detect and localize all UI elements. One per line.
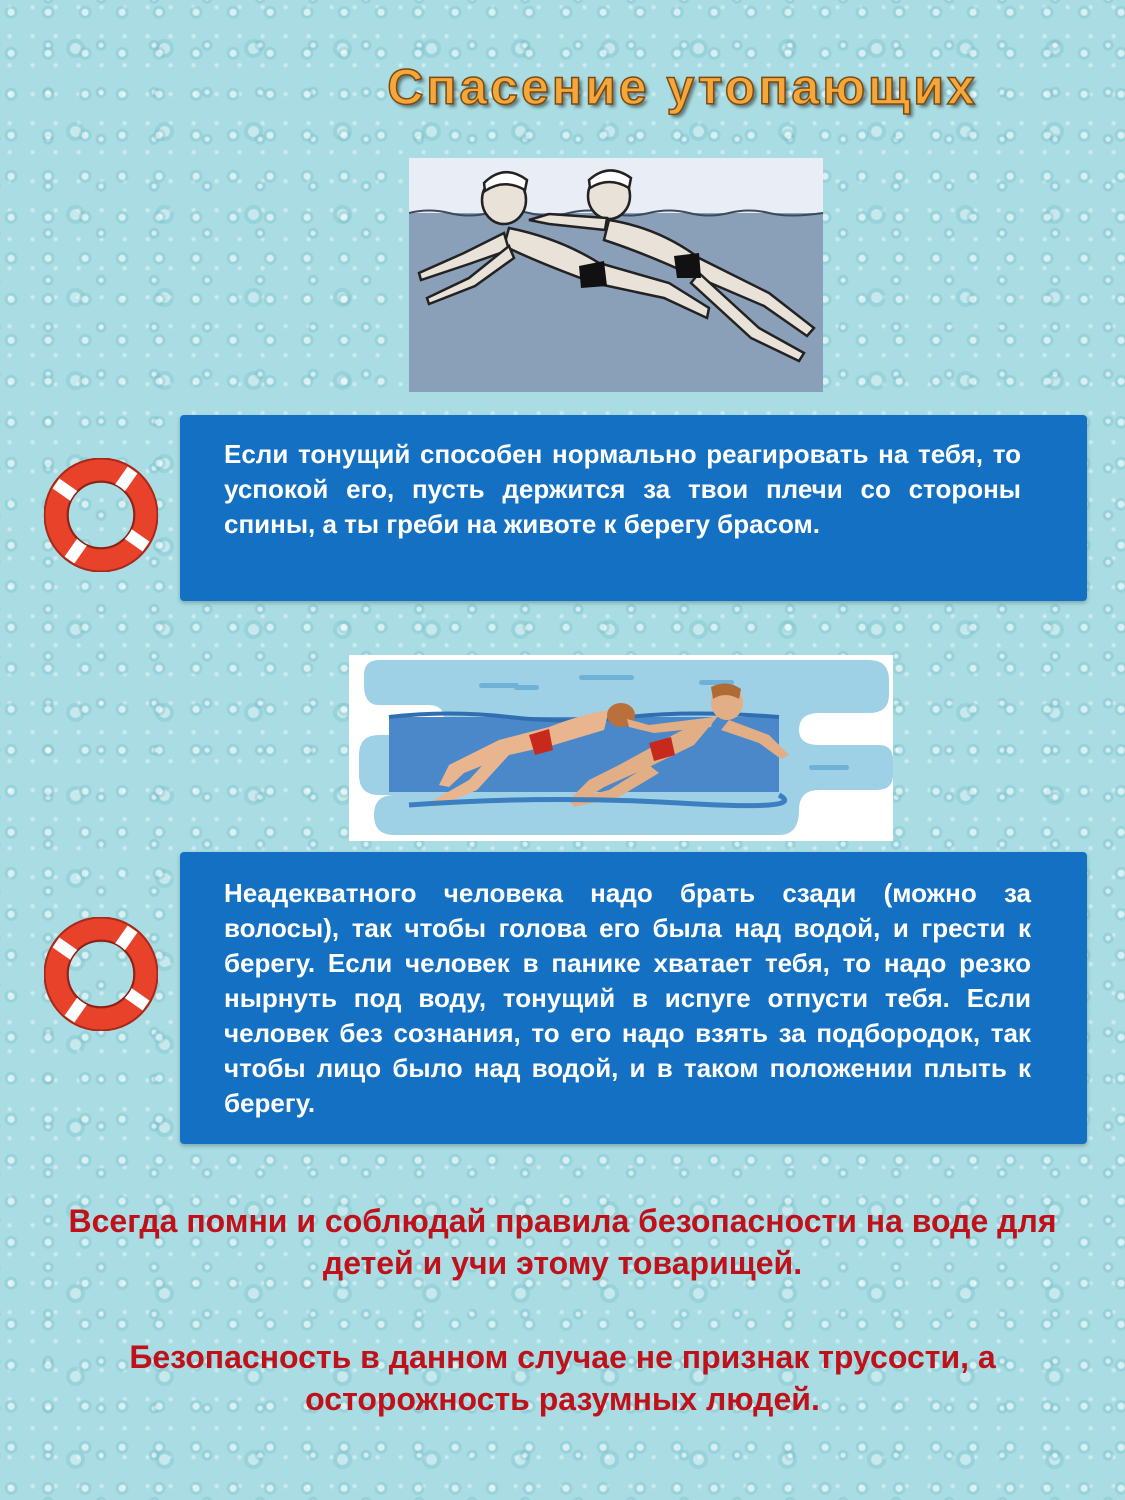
safety-reminder: Всегда помни и соблюдай правила безопасности на воде для детей и учи этому товарищей.	[68, 1203, 1057, 1281]
lifebuoy-icon	[44, 917, 158, 1031]
safety-motto: Безопасность в данном случае не признак трусости, а осторожность разумных людей.	[129, 1339, 996, 1417]
tip-card-1	[180, 415, 1087, 601]
tip-card-2	[180, 852, 1087, 1144]
swimmers-shoulder-hold-illustration	[409, 158, 823, 392]
page-title: Спасение утопающих	[387, 59, 978, 115]
lifebuoy-icon	[44, 458, 158, 572]
tip-text-2: Неадекватного человека надо брать сзади (можно за волосы), так чтобы голова его была над водой, и грести к берегу. Если человек в панике хватает тебя, то надо резко нырнуть под воду, тонущий в испуге отпусти тебя. Если человек без сознания, то его надо взять за подбородок, так чтобы лицо было над водой, и в таком положении плыть к берегу.	[224, 878, 1031, 1118]
swimmers-tow-illustration	[349, 655, 893, 841]
tip-text-1: Если тонущий способен нормально реагировать на тебя, то успокой его, пусть держится за твои плечи со стороны спины, а ты греби на животе к берегу брасом.	[224, 439, 1021, 539]
